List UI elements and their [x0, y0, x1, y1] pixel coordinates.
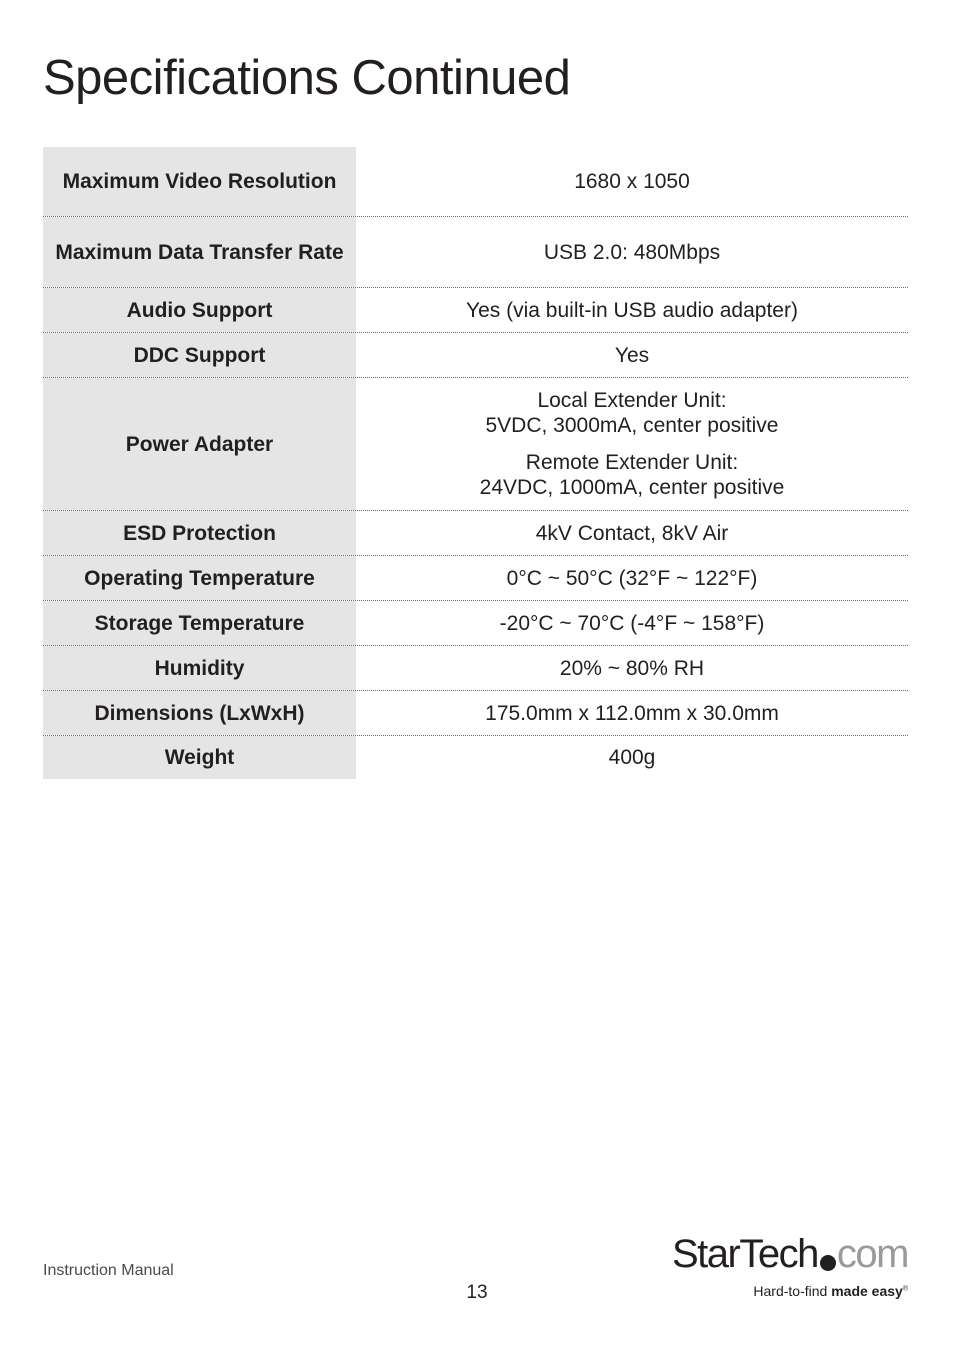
spec-label: ESD Protection: [43, 511, 356, 555]
local-extender-power: [486, 388, 779, 438]
spec-row-esd-protection: [43, 511, 908, 556]
spec-value-line: 5VDC, 3000mA, center positive: [485, 414, 779, 437]
spec-label: Maximum Video Resolution: [43, 147, 356, 216]
spec-row-power-adapter: [43, 378, 908, 511]
spec-label: Power Adapter: [43, 378, 356, 510]
spec-value: [356, 646, 908, 690]
startech-logo: [672, 1232, 912, 1302]
logo-wordmark: [672, 1232, 908, 1276]
spec-label: Weight: [43, 736, 356, 779]
spec-label: Maximum Data Transfer Rate: [43, 217, 356, 287]
spec-label: Dimensions (LxWxH): [43, 691, 356, 735]
spec-row-dimensions: [43, 691, 908, 736]
spec-value-line: -20°C ~ 70°C (-4°F ~ 158°F): [499, 611, 765, 635]
spec-row-storage-temperature: [43, 601, 908, 646]
spec-row-operating-temperature: [43, 556, 908, 601]
spec-label: Storage Temperature: [43, 601, 356, 645]
tagline-light: Hard-to-find: [753, 1283, 828, 1299]
spec-value-line: Yes (via built-in USB audio adapter): [466, 298, 798, 322]
spec-value-line: Yes: [614, 343, 650, 367]
spec-value: [356, 288, 908, 332]
trademark-symbol: ®: [902, 1285, 908, 1293]
logo-brand-start: StarTech: [672, 1232, 818, 1276]
spec-value: [356, 217, 908, 287]
spec-row-humidity: [43, 646, 908, 691]
spec-row-max-data-transfer-rate: [43, 217, 908, 288]
spec-label: Humidity: [43, 646, 356, 690]
spec-label: Operating Temperature: [43, 556, 356, 600]
spec-value-line: 24VDC, 1000mA, center positive: [479, 476, 785, 499]
spec-value-line: 400g: [608, 746, 656, 769]
spec-value: [356, 691, 908, 735]
spec-value-line: 20% ~ 80% RH: [559, 656, 705, 680]
spec-label: Audio Support: [43, 288, 356, 332]
spec-value: [356, 556, 908, 600]
spec-row-ddc-support: [43, 333, 908, 378]
logo-dot-icon: [820, 1255, 836, 1271]
spec-value-line: 175.0mm x 112.0mm x 30.0mm: [485, 701, 779, 725]
spec-value: [356, 147, 908, 216]
spec-value: [356, 378, 908, 510]
spec-value-line: Remote Extender Unit:: [525, 451, 739, 474]
page-number: 13: [466, 1282, 488, 1303]
specifications-table: [43, 147, 908, 779]
spec-row-max-video-resolution: [43, 147, 908, 217]
tagline-bold: made easy: [831, 1283, 903, 1299]
spec-value-line: 0°C ~ 50°C (32°F ~ 122°F): [506, 566, 758, 590]
remote-extender-power: [480, 450, 785, 500]
logo-tagline: [753, 1283, 908, 1299]
spec-value: [356, 333, 908, 377]
spec-value-line: Local Extender Unit:: [537, 389, 727, 412]
spec-row-audio-support: [43, 288, 908, 333]
page-title: Specifications Continued: [43, 51, 571, 105]
spec-value: [356, 511, 908, 555]
spec-label: DDC Support: [43, 333, 356, 377]
spec-value: [356, 601, 908, 645]
spec-value: [356, 736, 908, 779]
footer-manual-label: Instruction Manual: [43, 1262, 174, 1279]
spec-value-line: USB 2.0: 480Mbps: [543, 240, 721, 264]
logo-brand-end: com: [836, 1232, 908, 1276]
spec-row-weight: [43, 736, 908, 779]
spec-value-line: 4kV Contact, 8kV Air: [535, 521, 729, 545]
spec-value-line: 1680 x 1050: [574, 170, 690, 193]
